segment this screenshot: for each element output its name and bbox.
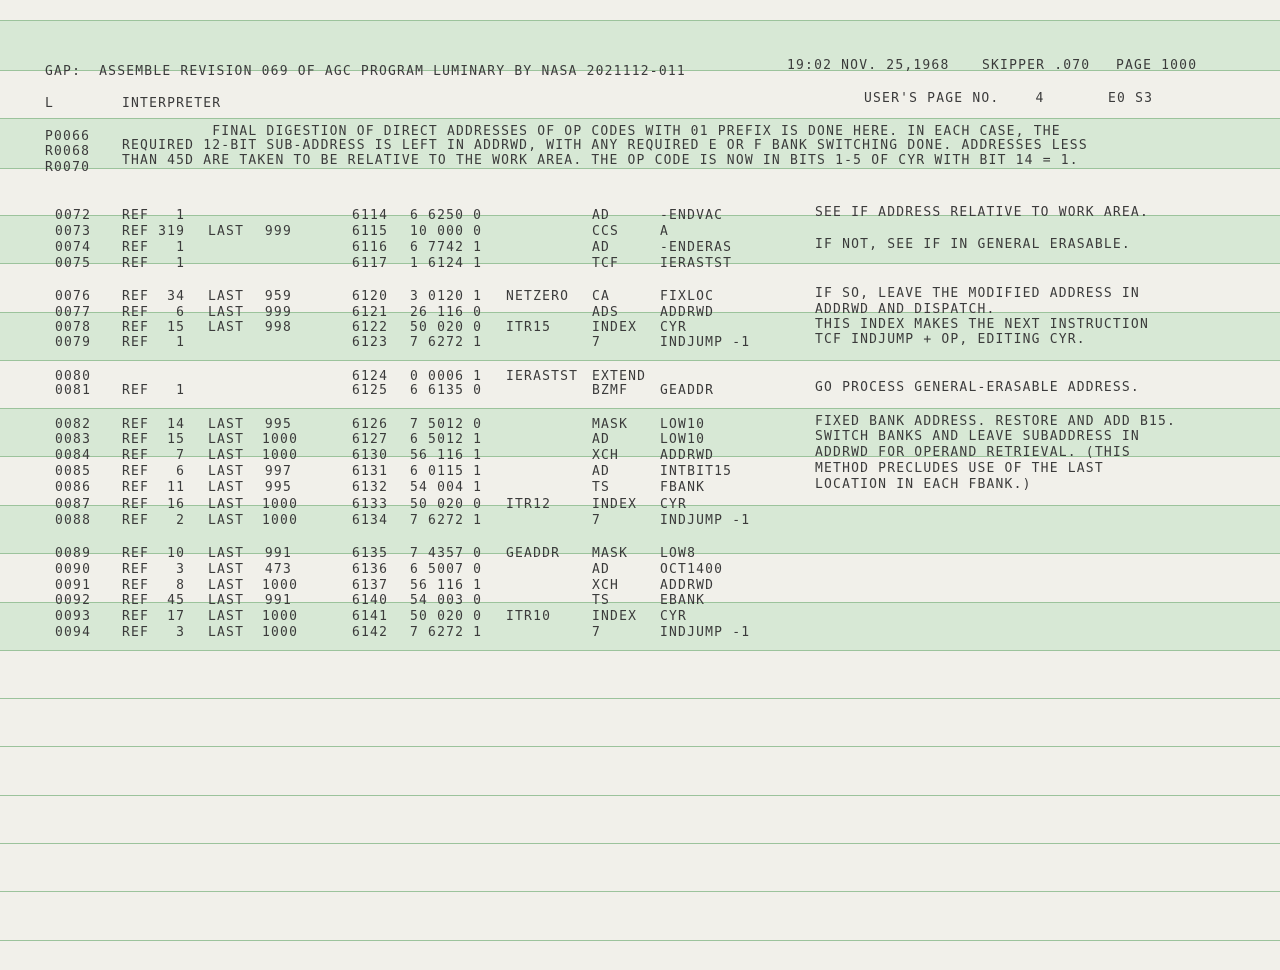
- reference-last-number: 997: [264, 464, 292, 479]
- opcode: TS: [592, 480, 611, 495]
- address: 6114: [352, 208, 389, 223]
- address: 6117: [352, 256, 389, 271]
- line-number: 0086: [55, 480, 92, 495]
- listing-row: [0, 513, 1280, 529]
- reference-last-number: 999: [264, 224, 292, 239]
- listing-row: [0, 237, 1280, 256]
- symbol-label: IERASTST: [506, 369, 579, 384]
- comment: TCF INDJUMP + OP, EDITING CYR.: [815, 332, 1086, 347]
- reference-last-number: 473: [264, 562, 292, 577]
- remark-text: THAN 45D ARE TAKEN TO BE RELATIVE TO THE WORK AREA. THE OP CODE IS NOW IN BITS 1-5 OF CYR WITH BIT 14 = 1.: [122, 153, 1079, 168]
- machine-word: 7 6272 1: [410, 625, 483, 640]
- address: 6136: [352, 562, 389, 577]
- comment: SEE IF ADDRESS RELATIVE TO WORK AREA.: [815, 205, 1149, 220]
- address: 6116: [352, 240, 389, 255]
- opcode: EXTEND: [592, 369, 647, 384]
- opcode: AD: [592, 240, 611, 255]
- reference-count: REF 6: [122, 305, 186, 320]
- operand: INDJUMP -1: [660, 513, 751, 528]
- header-users-page: USER'S PAGE NO. 4: [864, 91, 1045, 106]
- address: 6127: [352, 432, 389, 447]
- line-number: 0088: [55, 513, 92, 528]
- remark-id: R0070: [45, 160, 91, 175]
- listing-row: [0, 477, 1280, 496]
- address: 6126: [352, 417, 389, 432]
- reference-last-label: LAST: [208, 497, 245, 512]
- opcode: ADS: [592, 305, 620, 320]
- machine-word: 26 116 0: [410, 305, 483, 320]
- opcode: AD: [592, 432, 611, 447]
- address: 6124: [352, 369, 389, 384]
- listing-row: [0, 461, 1280, 480]
- reference-count: REF 1: [122, 256, 186, 271]
- line-number: 0087: [55, 497, 92, 512]
- listing-row: [0, 593, 1280, 609]
- header-tag: E0 S3: [1108, 91, 1154, 106]
- line-number: 0085: [55, 464, 92, 479]
- comment: LOCATION IN EACH FBANK.): [815, 477, 1032, 492]
- machine-word: 7 4357 0: [410, 546, 483, 561]
- opcode: MASK: [592, 417, 629, 432]
- address: 6125: [352, 383, 389, 398]
- machine-word: 56 116 1: [410, 448, 483, 463]
- address: 6121: [352, 305, 389, 320]
- address: 6140: [352, 593, 389, 608]
- reference-last-label: LAST: [208, 593, 245, 608]
- address: 6133: [352, 497, 389, 512]
- reference-count: REF 11: [122, 480, 186, 495]
- listing-row: [0, 578, 1280, 594]
- reference-last-label: LAST: [208, 464, 245, 479]
- opcode: XCH: [592, 448, 620, 463]
- reference-last-label: LAST: [208, 432, 245, 447]
- listing-row: [0, 205, 1280, 224]
- listing-row: [0, 286, 1280, 305]
- opcode: 7: [592, 335, 602, 350]
- opcode: AD: [592, 562, 611, 577]
- reference-count: REF 8: [122, 578, 186, 593]
- operand: INDJUMP -1: [660, 625, 751, 640]
- opcode: 7: [592, 513, 602, 528]
- reference-last-number: 995: [264, 480, 292, 495]
- reference-count: REF 17: [122, 609, 186, 624]
- reference-count: REF 3: [122, 562, 186, 577]
- opcode: TCF: [592, 256, 620, 271]
- line-number: 0077: [55, 305, 92, 320]
- line-number: 0083: [55, 432, 92, 447]
- machine-word: 56 116 1: [410, 578, 483, 593]
- reference-count: REF 14: [122, 417, 186, 432]
- reference-last-label: LAST: [208, 305, 245, 320]
- opcode: 7: [592, 625, 602, 640]
- machine-word: 50 020 0: [410, 497, 483, 512]
- address: 6142: [352, 625, 389, 640]
- machine-word: 6 6135 0: [410, 383, 483, 398]
- reference-last-number: 991: [264, 593, 292, 608]
- reference-count: REF 15: [122, 432, 186, 447]
- opcode: INDEX: [592, 609, 638, 624]
- listing-row: [0, 332, 1280, 351]
- reference-last-label: LAST: [208, 289, 245, 304]
- reference-last-number: 1000: [262, 432, 299, 447]
- comment: METHOD PRECLUDES USE OF THE LAST: [815, 461, 1104, 476]
- line-number: 0093: [55, 609, 92, 624]
- address: 6132: [352, 480, 389, 495]
- comment: ADDRWD AND DISPATCH.: [815, 302, 996, 317]
- listing-row: [0, 497, 1280, 513]
- operand: CYR: [660, 609, 688, 624]
- address: 6141: [352, 609, 389, 624]
- reference-count: REF 7: [122, 448, 186, 463]
- address: 6122: [352, 320, 389, 335]
- operand: GEADDR: [660, 383, 715, 398]
- reference-count: REF 1: [122, 335, 186, 350]
- operand: IERASTST: [660, 256, 733, 271]
- reference-count: REF 15: [122, 320, 186, 335]
- reference-last-number: 1000: [262, 609, 299, 624]
- reference-last-label: LAST: [208, 609, 245, 624]
- opcode: AD: [592, 464, 611, 479]
- line-number: 0094: [55, 625, 92, 640]
- comment: ADDRWD FOR OPERAND RETRIEVAL. (THIS: [815, 445, 1131, 460]
- operand: ADDRWD: [660, 305, 715, 320]
- reference-last-label: LAST: [208, 448, 245, 463]
- reference-last-number: 1000: [262, 578, 299, 593]
- symbol-label: ITR12: [506, 497, 552, 512]
- line-number: 0078: [55, 320, 92, 335]
- reference-count: REF 6: [122, 464, 186, 479]
- line-number: 0072: [55, 208, 92, 223]
- opcode: TS: [592, 593, 611, 608]
- operand: A: [660, 224, 670, 239]
- operand: EBANK: [660, 593, 706, 608]
- header-operator: SKIPPER .070: [982, 58, 1091, 73]
- reference-count: REF 319: [122, 224, 186, 239]
- reference-last-label: LAST: [208, 320, 245, 335]
- machine-word: 6 0115 1: [410, 464, 483, 479]
- operand: LOW10: [660, 432, 706, 447]
- line-number: 0080: [55, 369, 92, 384]
- reference-last-label: LAST: [208, 480, 245, 495]
- opcode: CCS: [592, 224, 620, 239]
- machine-word: 54 004 1: [410, 480, 483, 495]
- header-title-line: GAP: ASSEMBLE REVISION 069 OF AGC PROGRAM LUMINARY BY NASA 2021112-011: [45, 64, 686, 79]
- comment: FIXED BANK ADDRESS. RESTORE AND ADD B15.: [815, 414, 1177, 429]
- reference-count: REF 1: [122, 383, 186, 398]
- machine-word: 3 0120 1: [410, 289, 483, 304]
- machine-word: 1 6124 1: [410, 256, 483, 271]
- operand: LOW10: [660, 417, 706, 432]
- machine-word: 6 6250 0: [410, 208, 483, 223]
- address: 6131: [352, 464, 389, 479]
- line-number: 0090: [55, 562, 92, 577]
- machine-word: 50 020 0: [410, 320, 483, 335]
- machine-word: 6 5012 1: [410, 432, 483, 447]
- remark-text: REQUIRED 12-BIT SUB-ADDRESS IS LEFT IN ADDRWD, WITH ANY REQUIRED E OR F BANK SWITCHING DONE. ADDRESSES LESS: [122, 138, 1088, 153]
- opcode: INDEX: [592, 320, 638, 335]
- reference-count: REF 3: [122, 625, 186, 640]
- operand: CYR: [660, 320, 688, 335]
- machine-word: 7 5012 0: [410, 417, 483, 432]
- operand: LOW8: [660, 546, 697, 561]
- symbol-label: ITR15: [506, 320, 552, 335]
- operand: INDJUMP -1: [660, 335, 751, 350]
- reference-last-number: 1000: [262, 625, 299, 640]
- reference-last-number: 1000: [262, 497, 299, 512]
- opcode: CA: [592, 289, 611, 304]
- machine-word: 7 6272 1: [410, 335, 483, 350]
- operand: OCT1400: [660, 562, 724, 577]
- line-number: 0076: [55, 289, 92, 304]
- address: 6120: [352, 289, 389, 304]
- line-number: 0084: [55, 448, 92, 463]
- reference-last-label: LAST: [208, 562, 245, 577]
- machine-word: 6 7742 1: [410, 240, 483, 255]
- operand: CYR: [660, 497, 688, 512]
- machine-word: 7 6272 1: [410, 513, 483, 528]
- comment: IF SO, LEAVE THE MODIFIED ADDRESS IN: [815, 286, 1140, 301]
- listing-row: [0, 625, 1280, 641]
- machine-word: 0 0006 1: [410, 369, 483, 384]
- symbol-label: GEADDR: [506, 546, 561, 561]
- listing-row: [0, 546, 1280, 562]
- reference-last-number: 998: [264, 320, 292, 335]
- remark-id: P0066: [45, 129, 91, 144]
- line-number: 0089: [55, 546, 92, 561]
- opcode: MASK: [592, 546, 629, 561]
- reference-last-label: LAST: [208, 625, 245, 640]
- reference-last-number: 995: [264, 417, 292, 432]
- header-timestamp: 19:02 NOV. 25,1968: [787, 58, 950, 73]
- reference-count: REF 1: [122, 208, 186, 223]
- line-number: 0081: [55, 383, 92, 398]
- reference-last-label: LAST: [208, 513, 245, 528]
- reference-last-label: LAST: [208, 546, 245, 561]
- line-number: 0092: [55, 593, 92, 608]
- line-number: 0079: [55, 335, 92, 350]
- reference-count: REF 45: [122, 593, 186, 608]
- operand: -ENDVAC: [660, 208, 724, 223]
- comment: IF NOT, SEE IF IN GENERAL ERASABLE.: [815, 237, 1131, 252]
- listing-row: [0, 609, 1280, 625]
- comment: THIS INDEX MAKES THE NEXT INSTRUCTION: [815, 317, 1149, 332]
- reference-count: REF 16: [122, 497, 186, 512]
- reference-count: REF 2: [122, 513, 186, 528]
- reference-last-label: LAST: [208, 578, 245, 593]
- line-number: 0074: [55, 240, 92, 255]
- symbol-label: NETZERO: [506, 289, 570, 304]
- listing-row: [0, 380, 1280, 399]
- operand: INTBIT15: [660, 464, 733, 479]
- reference-last-number: 991: [264, 546, 292, 561]
- address: 6115: [352, 224, 389, 239]
- header-section: INTERPRETER: [122, 96, 222, 111]
- reference-count: REF 34: [122, 289, 186, 304]
- line-number: 0082: [55, 417, 92, 432]
- operand: -ENDERAS: [660, 240, 733, 255]
- operand: FIXLOC: [660, 289, 715, 304]
- opcode: XCH: [592, 578, 620, 593]
- reference-last-number: 1000: [262, 448, 299, 463]
- listing-row: [0, 562, 1280, 578]
- line-number: 0073: [55, 224, 92, 239]
- opcode: BZMF: [592, 383, 629, 398]
- address: 6135: [352, 546, 389, 561]
- address: 6134: [352, 513, 389, 528]
- listing-row: [0, 317, 1280, 336]
- opcode: INDEX: [592, 497, 638, 512]
- comment: SWITCH BANKS AND LEAVE SUBADDRESS IN: [815, 429, 1140, 444]
- reference-last-label: LAST: [208, 224, 245, 239]
- remark-id: R0068: [45, 144, 91, 159]
- machine-word: 6 5007 0: [410, 562, 483, 577]
- address: 6130: [352, 448, 389, 463]
- line-number: 0091: [55, 578, 92, 593]
- address: 6123: [352, 335, 389, 350]
- comment: GO PROCESS GENERAL-ERASABLE ADDRESS.: [815, 380, 1140, 395]
- listing-row: [0, 256, 1280, 272]
- reference-last-number: 999: [264, 305, 292, 320]
- reference-last-number: 959: [264, 289, 292, 304]
- header-page: PAGE 1000: [1116, 58, 1198, 73]
- operand: ADDRWD: [660, 448, 715, 463]
- operand: ADDRWD: [660, 578, 715, 593]
- operand: FBANK: [660, 480, 706, 495]
- opcode: AD: [592, 208, 611, 223]
- line-number: 0075: [55, 256, 92, 271]
- remark-text: FINAL DIGESTION OF DIRECT ADDRESSES OF OP CODES WITH 01 PREFIX IS DONE HERE. IN EACH CASE, THE: [122, 124, 1061, 139]
- reference-last-number: 1000: [262, 513, 299, 528]
- header-log-label: L: [45, 96, 55, 111]
- address: 6137: [352, 578, 389, 593]
- machine-word: 50 020 0: [410, 609, 483, 624]
- machine-word: 10 000 0: [410, 224, 483, 239]
- symbol-label: ITR10: [506, 609, 552, 624]
- reference-count: REF 10: [122, 546, 186, 561]
- machine-word: 54 003 0: [410, 593, 483, 608]
- reference-count: REF 1: [122, 240, 186, 255]
- reference-last-label: LAST: [208, 417, 245, 432]
